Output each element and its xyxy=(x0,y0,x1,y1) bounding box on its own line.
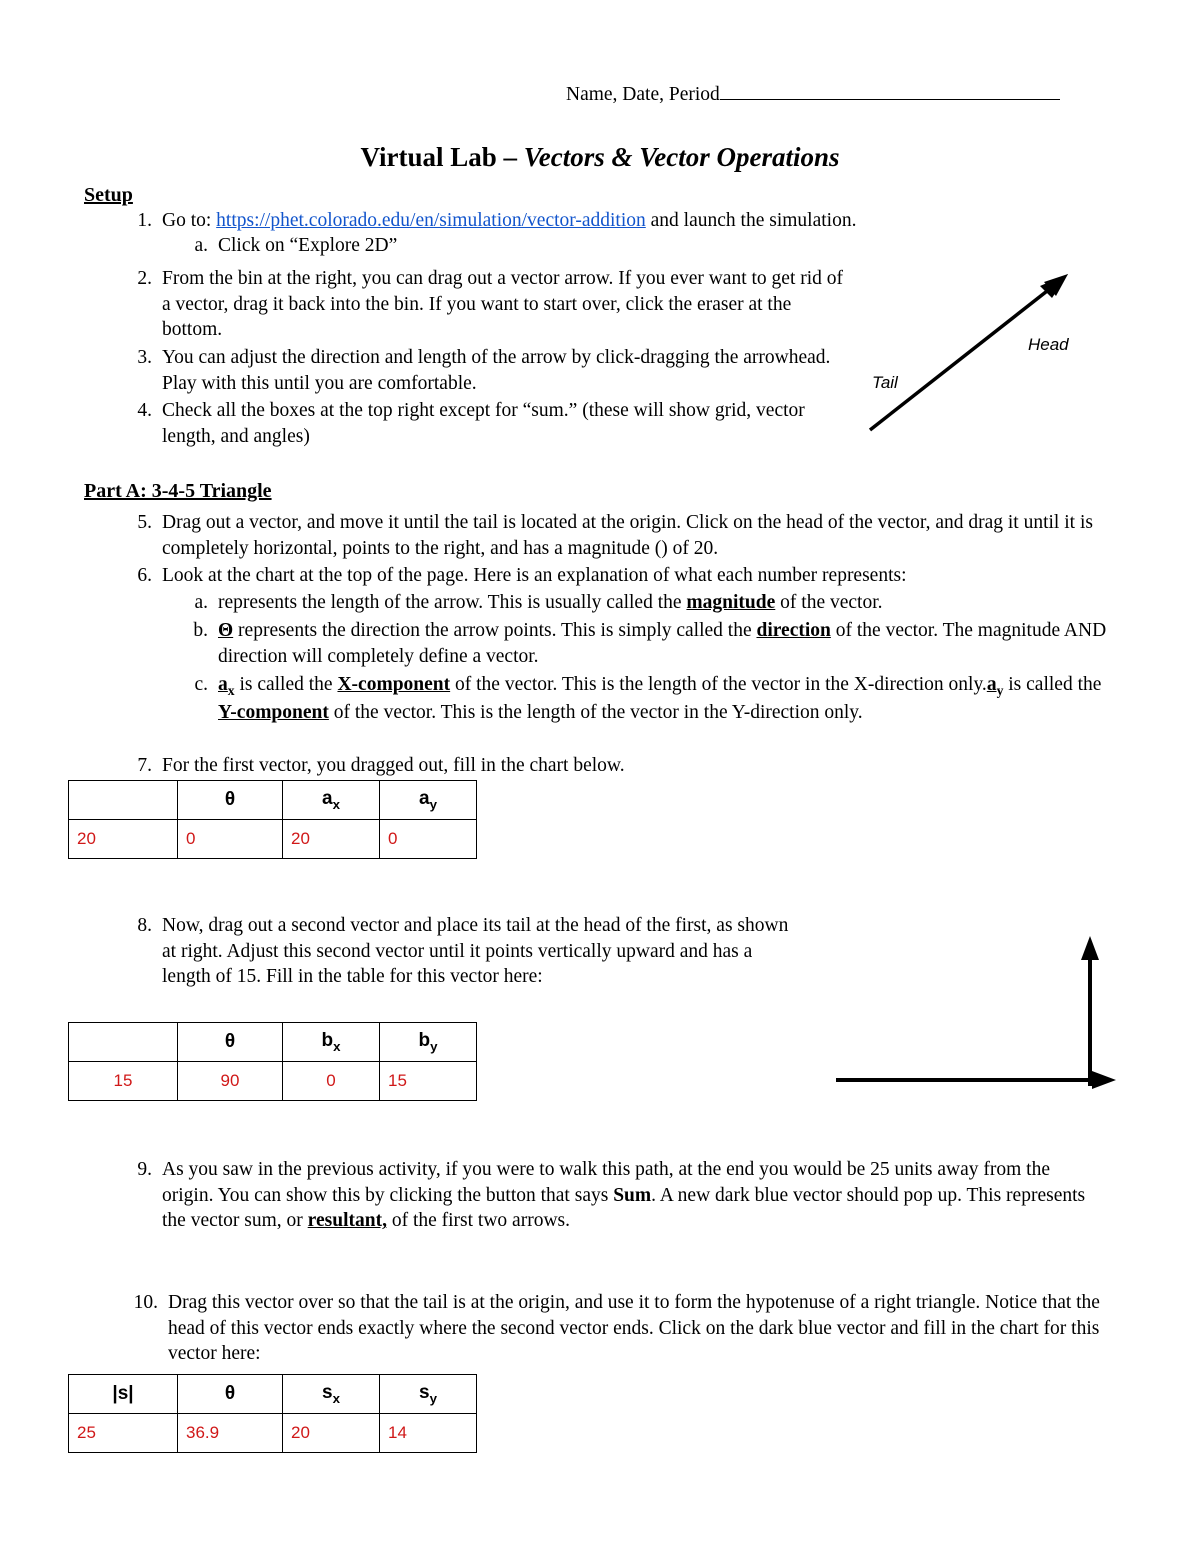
list-item-10-text: Drag this vector over so that the tail is at the origin, and use it to form the hypotenuse of a right triangle. Notice that the head of this vector ends exactly where the second vector ends. Click on the dark blue vector and fill in the chart for this vector here: xyxy=(168,1292,1100,1365)
table-b-value-by[interactable]: 15 xyxy=(380,1062,477,1101)
table-a-header-ax: $a_x$ xyxy=(283,781,380,820)
name-fill-rule xyxy=(720,85,1060,100)
list-item-1a-text: Click on “Explore 2D” xyxy=(218,235,398,256)
list-item-3-text: You can adjust the direction and length of the arrow by click-dragging the arrowhead. Play with this until you are comfortable. xyxy=(162,347,831,394)
list-item-6a xyxy=(168,590,1108,616)
table-row xyxy=(69,781,477,820)
list-item-4-number: 4. xyxy=(137,400,152,421)
table-b-header-magnitude xyxy=(69,1023,178,1062)
item6c-mid1: is called the xyxy=(234,674,338,695)
sum-button-term: Sum xyxy=(613,1184,652,1206)
ax-symbol: $a_x$ xyxy=(218,674,235,698)
list-item-6-number: 6. xyxy=(137,565,152,586)
table-vector-a xyxy=(68,780,477,859)
list-item-7-text: For the first vector, you dragged out, fill in the chart below. xyxy=(162,755,625,776)
list-item-8-number: 8. xyxy=(137,915,152,936)
part-a-heading: Part A: 3-4-5 Triangle xyxy=(84,480,272,502)
list-item-7 xyxy=(112,753,1052,779)
name-date-period-label: Name, Date, Period xyxy=(566,84,720,105)
table-row xyxy=(69,1023,477,1062)
list-item-9-text xyxy=(162,1157,1102,1234)
table-a-value-ay[interactable]: 0 xyxy=(380,820,477,859)
list-item-1a xyxy=(168,233,1088,259)
list-item-4-text: Check all the boxes at the top right except for “sum.” (these will show grid, vector length, and angles) xyxy=(162,400,805,447)
table-s-header-sx: $s_x$ xyxy=(283,1375,380,1414)
resultant-term: resultant, xyxy=(307,1210,387,1232)
item6b-pre: represents the direction the arrow points. This is simply called the xyxy=(233,620,757,641)
name-date-period-line xyxy=(566,82,1106,108)
vector-arrow-figure xyxy=(860,262,1090,442)
list-item-1-number: 1. xyxy=(137,210,152,231)
table-b-header-theta: θ xyxy=(178,1023,283,1062)
list-item-7-number: 7. xyxy=(137,755,152,776)
list-item-10-number: 10. xyxy=(133,1292,158,1313)
table-b-header-by: $b_y$ xyxy=(380,1023,477,1062)
list-item-3-number: 3. xyxy=(137,347,152,368)
table-a-header-magnitude xyxy=(69,781,178,820)
item6c-post: of the vector. This is the length of the vector in the Y-direction only. xyxy=(328,701,863,723)
item9-pre: As you saw in the previous activity, if you were to walk this path, at the end you would be 25 units away from the origin. You can show this by clicking the button that says xyxy=(162,1159,1050,1206)
ay-symbol: $a_y$ xyxy=(986,674,1004,698)
list-item-5-text: Drag out a vector, and move it until the tail is located at the origin. Click on the head of the vector, and drag it until it is completely horizontal, points to the right, and has a magnitude () of 20. xyxy=(162,512,1093,559)
table-s-header-sy: $s_y$ xyxy=(380,1375,477,1414)
item9-mid: . A new dark blue vector should pop up. This represents the vector sum, or xyxy=(162,1184,1086,1232)
list-item-2-text: From the bin at the right, you can drag out a vector arrow. If you ever want to get rid of a vector, drag it back into the bin. If you want to start over, click the eraser at the bottom. xyxy=(162,268,844,341)
direction-term: direction xyxy=(756,620,831,641)
list-item-8-text: Now, drag out a second vector and place its tail at the head of the first, as shown at right. Adjust this second vector until it points vertically upward and has a length of 15. Fill in the table for this vector here: xyxy=(162,915,789,988)
arrow-head-label: Head xyxy=(1028,335,1069,354)
table-b-header-bx: $b_x$ xyxy=(283,1023,380,1062)
right-angle-vectors-figure xyxy=(820,930,1120,1100)
right-angle-vectors-svg xyxy=(820,930,1120,1100)
list-item-6a-text xyxy=(218,590,1108,616)
magnitude-term: magnitude xyxy=(686,592,776,613)
list-item-8 xyxy=(112,913,792,990)
list-item-2 xyxy=(112,266,852,343)
phet-simulation-link[interactable]: https://phet.colorado.edu/en/simulation/vector-addition xyxy=(216,210,646,231)
list-item-3 xyxy=(112,345,852,396)
table-row xyxy=(69,1414,477,1453)
y-component-term: Y-component xyxy=(218,701,329,723)
table-s-header-magnitude: |s| xyxy=(69,1375,178,1414)
table-s-value-theta[interactable]: 36.9 xyxy=(178,1414,283,1453)
table-b-value-magnitude[interactable]: 15 xyxy=(69,1062,178,1101)
table-s-value-sy[interactable]: 14 xyxy=(380,1414,477,1453)
table-b-value-bx[interactable]: 0 xyxy=(283,1062,380,1101)
item6c-mid2: of the vector. This is the length of the vector in the X-direction only. xyxy=(450,674,987,695)
list-item-6b xyxy=(168,618,1108,669)
page-title xyxy=(0,140,1200,176)
item1-post: and launch the simulation. xyxy=(645,210,857,231)
list-item-6 xyxy=(112,563,1102,589)
item6a-post: of the vector. xyxy=(775,592,883,613)
table-a-value-ax[interactable]: 20 xyxy=(283,820,380,859)
list-item-1 xyxy=(112,208,1092,234)
table-a-value-magnitude[interactable]: 20 xyxy=(69,820,178,859)
list-item-9-number: 9. xyxy=(137,1159,152,1180)
item6c-mid3: is called the xyxy=(1003,674,1102,695)
table-vector-sum xyxy=(68,1374,477,1453)
page-title-italic: Vectors & Vector Operations xyxy=(523,142,840,172)
table-b-value-theta[interactable]: 90 xyxy=(178,1062,283,1101)
table-vector-b xyxy=(68,1022,477,1101)
table-s-value-magnitude[interactable]: 25 xyxy=(69,1414,178,1453)
table-row xyxy=(69,1375,477,1414)
list-item-1-text xyxy=(162,208,1092,234)
list-item-2-number: 2. xyxy=(137,268,152,289)
page-title-prefix: Virtual Lab – xyxy=(360,142,524,172)
list-item-6a-number: a. xyxy=(194,592,208,613)
list-item-6b-number: b. xyxy=(193,620,208,641)
item9-post: of the first two arrows. xyxy=(386,1210,570,1232)
list-item-6c-text xyxy=(218,672,1108,726)
table-row xyxy=(69,820,477,859)
list-item-10 xyxy=(112,1290,1102,1367)
list-item-9 xyxy=(112,1157,1102,1234)
list-item-1a-number: a. xyxy=(194,235,208,256)
setup-heading: Setup xyxy=(84,184,133,206)
list-item-5 xyxy=(112,510,1102,561)
table-a-header-ay: $a_y$ xyxy=(380,781,477,820)
x-component-term: X-component xyxy=(337,674,451,695)
item6b-post: of the vector. The magnitude AND direction will completely define a vector. xyxy=(218,620,1107,667)
table-s-header-theta: θ xyxy=(178,1375,283,1414)
item6a-pre: represents the length of the arrow. This is usually called the xyxy=(218,592,687,613)
theta-symbol: Θ xyxy=(218,620,234,641)
table-row xyxy=(69,1062,477,1101)
list-item-4 xyxy=(112,398,852,449)
list-item-5-number: 5. xyxy=(137,512,152,533)
list-item-6c-number: c. xyxy=(194,674,208,695)
arrow-tail-label: Tail xyxy=(872,373,898,392)
table-a-value-theta[interactable]: 0 xyxy=(178,820,283,859)
table-s-value-sx[interactable]: 20 xyxy=(283,1414,380,1453)
table-a-header-theta: θ xyxy=(178,781,283,820)
list-item-6c xyxy=(168,672,1108,726)
list-item-6-text: Look at the chart at the top of the page. Here is an explanation of what each number represents: xyxy=(162,565,907,586)
list-item-6b-text xyxy=(218,618,1108,669)
item1-pre: Go to: xyxy=(162,210,217,231)
